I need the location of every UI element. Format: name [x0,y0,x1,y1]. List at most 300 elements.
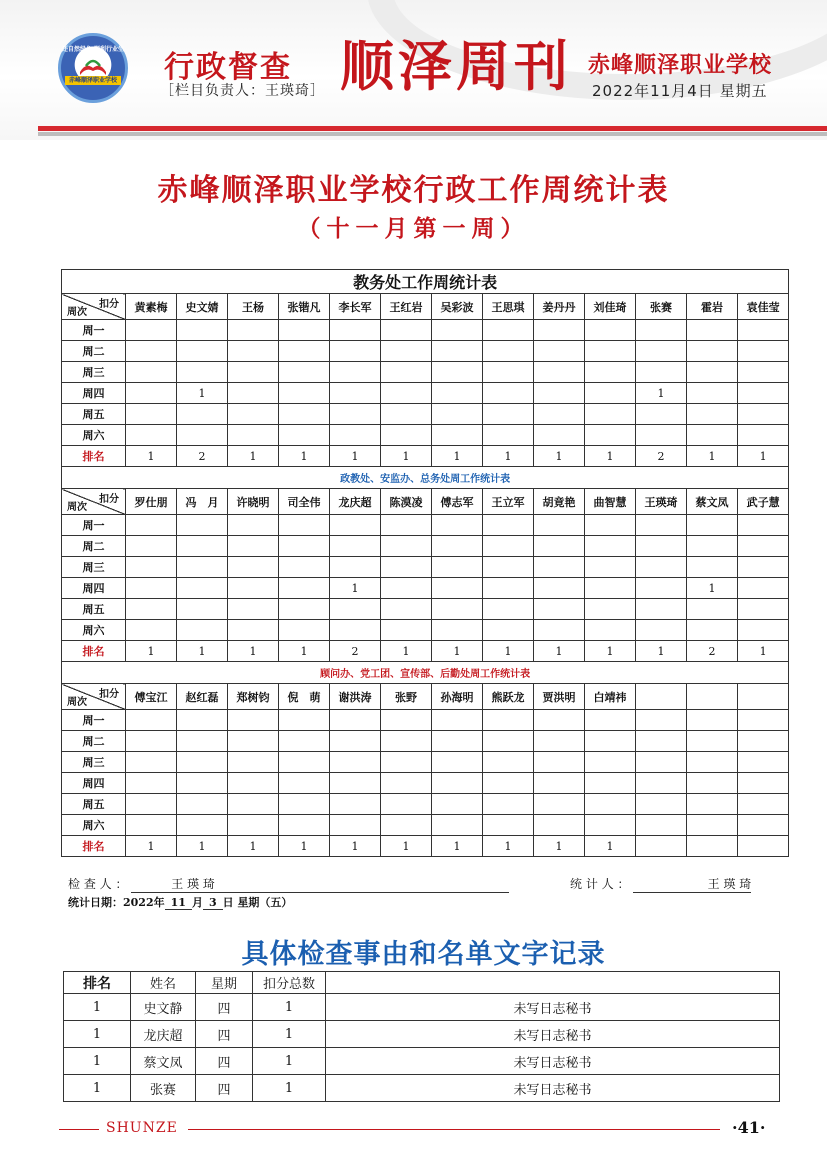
statistician-line [570,875,751,893]
deduction-cell [687,425,738,446]
deduction-cell [381,578,432,599]
record-cell: 1 [64,994,131,1021]
staff-name-cell: 龙庆超 [330,489,381,515]
corner-week-label: 周次 [67,307,87,318]
deduction-cell [381,599,432,620]
deduction-cell [636,731,687,752]
deduction-cell [381,404,432,425]
deduction-cell [228,362,279,383]
corner-week-label: 周次 [67,697,87,708]
deduction-cell [126,404,177,425]
deduction-cell: 1 [330,578,381,599]
staff-name-cell: 王红岩 [381,294,432,320]
deduction-cell [177,515,228,536]
day-row [62,752,789,773]
deduction-cell [534,710,585,731]
deduction-cell [126,536,177,557]
day-row [62,341,789,362]
rank-cell: 1 [381,641,432,662]
deduction-cell [687,383,738,404]
deduction-cell [330,731,381,752]
footer-rule-left [59,1129,99,1130]
rank-cell: 1 [585,836,636,857]
deduction-cell [534,773,585,794]
deduction-cell [228,599,279,620]
day-label-cell: 周五 [62,404,126,425]
staff-name-cell: 孙海明 [432,684,483,710]
deduction-cell [483,557,534,578]
deduction-cell [330,752,381,773]
deduction-cell [126,320,177,341]
stat-date-weekday: 星期（五） [237,896,293,909]
day-label-cell: 周三 [62,752,126,773]
deduction-cell [330,320,381,341]
day-label-cell: 周四 [62,773,126,794]
day-row [62,794,789,815]
deduction-cell [738,383,789,404]
day-row [62,536,789,557]
staff-name-cell: 张赛 [636,294,687,320]
record-cell: 1 [253,994,326,1021]
records-header-cell: 星期 [196,972,253,994]
staff-name-cell: 胡竟艳 [534,489,585,515]
deduction-cell [738,773,789,794]
day-label-cell: 周四 [62,383,126,404]
deduction-cell [126,383,177,404]
deduction-cell [636,773,687,794]
deduction-cell [177,731,228,752]
deduction-cell [483,710,534,731]
deduction-cell [228,536,279,557]
deduction-cell [483,383,534,404]
deduction-cell [585,710,636,731]
deduction-cell [636,515,687,536]
deduction-cell [636,599,687,620]
deduction-cell [483,362,534,383]
records-title: 具体检查事由和名单文字记录 [241,939,606,970]
deduction-cell [687,815,738,836]
day-label-cell: 周六 [62,425,126,446]
deduction-cell [636,425,687,446]
deduction-cell [177,404,228,425]
rank-cell: 1 [534,446,585,467]
deduction-cell [381,383,432,404]
deduction-cell [687,557,738,578]
deduction-cell [279,599,330,620]
staff-name-cell: 倪 萌 [279,684,330,710]
deduction-cell [330,557,381,578]
record-cell: 史文静 [131,994,196,1021]
deduction-cell [687,710,738,731]
deduction-cell [585,404,636,425]
deduction-cell [585,731,636,752]
deduction-cell [126,794,177,815]
day-label-cell: 周五 [62,794,126,815]
staff-name-cell: 赵红磊 [177,684,228,710]
statistician-name: 王 瑛 琦 [633,875,751,893]
deduction-cell [687,752,738,773]
corner-week-label: 周次 [67,502,87,513]
day-label-cell: 周二 [62,341,126,362]
day-label-cell: 周一 [62,320,126,341]
records-table [63,971,780,1102]
name-header-row [62,489,789,515]
deduction-cell [432,599,483,620]
deduction-cell [279,425,330,446]
deduction-cell [432,557,483,578]
deduction-cell [534,794,585,815]
rank-cell: 1 [228,641,279,662]
deduction-cell [585,752,636,773]
staff-name-cell: 黄素梅 [126,294,177,320]
deduction-cell [126,773,177,794]
school-name: 赤峰顺泽职业学校 [588,53,773,78]
deduction-cell [534,515,585,536]
rank-cell [636,836,687,857]
rank-cell: 1 [279,446,330,467]
rank-cell: 1 [483,446,534,467]
deduction-cell [738,599,789,620]
deduction-cell [483,794,534,815]
deduction-cell [585,536,636,557]
deduction-cell [585,815,636,836]
deduction-cell [687,536,738,557]
deduction-cell [432,425,483,446]
rank-cell: 1 [330,836,381,857]
deduction-cell [228,515,279,536]
deduction-cell [483,752,534,773]
deduction-cell [432,710,483,731]
deduction-cell [381,362,432,383]
record-cell: 未写日志秘书 [326,994,780,1021]
deduction-cell [177,599,228,620]
deduction-cell [738,578,789,599]
deduction-cell [381,794,432,815]
staff-name-cell: 谢洪涛 [330,684,381,710]
staff-name-cell: 贾洪明 [534,684,585,710]
staff-name-cell [687,684,738,710]
deduction-cell [279,710,330,731]
rank-cell: 1 [585,446,636,467]
rank-row [62,641,789,662]
deduction-cell: 1 [177,383,228,404]
deduction-cell [738,515,789,536]
staff-name-cell: 郑树钧 [228,684,279,710]
staff-name-cell: 司全伟 [279,489,330,515]
record-cell: 张赛 [131,1075,196,1102]
day-label-cell: 周二 [62,731,126,752]
deduction-cell [126,599,177,620]
deduction-cell [432,320,483,341]
record-cell: 未写日志秘书 [326,1048,780,1075]
records-header-cell: 姓名 [131,972,196,994]
deduction-cell [279,536,330,557]
deduction-cell [279,404,330,425]
page-title: 赤峰顺泽职业学校行政工作周统计表 [157,173,670,208]
record-cell: 1 [253,1048,326,1075]
deduction-cell [381,710,432,731]
footer-rule-right [188,1129,720,1130]
deduction-cell [636,404,687,425]
staff-name-cell [636,684,687,710]
stat-date-label: 统计日期： [68,896,123,909]
corner-deduction-label: 扣分 [99,494,119,505]
deduction-cell [534,341,585,362]
deduction-cell [381,536,432,557]
column-editor: ［栏目负责人：王瑛琦］ [160,83,325,99]
day-row [62,578,789,599]
deduction-cell [636,536,687,557]
day-label-cell: 周三 [62,557,126,578]
logo-ring-text: 还自然绿色 顺利行业生 [61,46,125,53]
record-cell: 1 [253,1075,326,1102]
record-cell: 未写日志秘书 [326,1075,780,1102]
rank-cell: 1 [228,446,279,467]
deduction-cell [585,515,636,536]
deduction-cell [279,341,330,362]
rank-cell: 2 [687,641,738,662]
deduction-cell [585,773,636,794]
deduction-cell [636,578,687,599]
logo-band-text: 赤峰顺泽职业学校 [65,76,121,85]
staff-name-cell: 张野 [381,684,432,710]
rank-cell [738,836,789,857]
deduction-cell [228,557,279,578]
deduction-cell [330,341,381,362]
record-cell: 四 [196,994,253,1021]
deduction-cell [381,731,432,752]
day-row [62,731,789,752]
deduction-cell [585,320,636,341]
deduction-cell [585,425,636,446]
deduction-cell [279,815,330,836]
deduction-cell [738,341,789,362]
issue-date: 2022年11月4日 星期五 [592,82,768,100]
deduction-cell [177,752,228,773]
deduction-cell [432,515,483,536]
deduction-cell [177,425,228,446]
statistician-label: 统 计 人 ： [570,877,630,891]
stat-date-day-unit: 日 [222,896,234,909]
record-row [64,1021,780,1048]
rank-cell: 1 [279,836,330,857]
corner-header-cell [62,489,126,515]
section-caption: 顾问办、党工团、宣传部、后勤处周工作统计表 [62,662,789,684]
deduction-cell [585,578,636,599]
deduction-cell [381,557,432,578]
deduction-cell: 1 [687,578,738,599]
record-cell: 四 [196,1048,253,1075]
deduction-cell [126,425,177,446]
deduction-cell [687,515,738,536]
deduction-cell [687,620,738,641]
deduction-cell [432,362,483,383]
deduction-cell [636,557,687,578]
staff-name-cell: 王瑛琦 [636,489,687,515]
deduction-cell [738,731,789,752]
inspector-label: 检 查 人 ： [68,877,128,891]
deduction-cell [738,710,789,731]
page-header [0,0,827,140]
deduction-cell [585,383,636,404]
header-divider-gray [38,132,827,136]
deduction-cell [228,404,279,425]
deduction-cell [126,710,177,731]
deduction-cell [483,404,534,425]
record-cell: 四 [196,1021,253,1048]
name-header-row [62,684,789,710]
corner-header-cell [62,684,126,710]
deduction-cell [738,404,789,425]
deduction-cell [177,320,228,341]
deduction-cell [177,815,228,836]
deduction-cell [330,404,381,425]
deduction-cell [228,710,279,731]
name-header-row [62,294,789,320]
header-divider-red [38,126,827,131]
column-title: 行政督查 [164,50,292,85]
staff-name-cell: 张锴凡 [279,294,330,320]
deduction-cell [534,383,585,404]
deduction-cell [228,620,279,641]
deduction-cell [483,320,534,341]
deduction-cell [687,404,738,425]
rank-row [62,836,789,857]
records-header-cell [326,972,780,994]
rank-label-cell: 排名 [62,836,126,857]
deduction-cell [738,362,789,383]
deduction-cell [585,599,636,620]
deduction-cell [585,794,636,815]
page-subtitle: （十一月第一周） [297,215,530,242]
deduction-cell [483,599,534,620]
deduction-cell [228,383,279,404]
page-number: ·41· [732,1118,766,1137]
deduction-cell [483,620,534,641]
deduction-cell [330,383,381,404]
deduction-cell: 1 [636,383,687,404]
rank-cell: 1 [432,641,483,662]
deduction-cell [126,578,177,599]
rank-cell: 1 [534,641,585,662]
deduction-cell [585,557,636,578]
deduction-cell [687,731,738,752]
stat-date-year-unit: 年 [153,896,165,909]
rank-cell: 1 [483,836,534,857]
staff-name-cell: 袁佳莹 [738,294,789,320]
deduction-cell [738,620,789,641]
deduction-cell [483,731,534,752]
day-row [62,362,789,383]
deduction-cell [381,773,432,794]
deduction-cell [483,578,534,599]
deduction-cell [279,515,330,536]
rank-cell: 1 [585,641,636,662]
deduction-cell [585,620,636,641]
day-label-cell: 周一 [62,710,126,731]
deduction-cell [381,341,432,362]
weekly-statistics-table [61,269,789,857]
deduction-cell [126,362,177,383]
deduction-cell [534,815,585,836]
deduction-cell [534,425,585,446]
deduction-cell [432,731,483,752]
deduction-cell [228,815,279,836]
deduction-cell [177,578,228,599]
deduction-cell [177,557,228,578]
inspector-name: 王 瑛 琦 [131,875,509,893]
deduction-cell [330,362,381,383]
corner-deduction-label: 扣分 [99,299,119,310]
stat-date-month-unit: 月 [191,896,203,909]
deduction-cell [381,320,432,341]
deduction-cell [432,752,483,773]
deduction-cell [330,773,381,794]
staff-name-cell: 蔡文凤 [687,489,738,515]
rank-cell: 1 [177,641,228,662]
deduction-cell [177,536,228,557]
section-caption-row [62,270,789,294]
staff-name-cell: 刘佳琦 [585,294,636,320]
rank-cell: 1 [432,836,483,857]
deduction-cell [228,773,279,794]
day-row [62,620,789,641]
deduction-cell [126,731,177,752]
deduction-cell [687,362,738,383]
deduction-cell [432,794,483,815]
day-label-cell: 周二 [62,536,126,557]
deduction-cell [177,710,228,731]
rank-row [62,446,789,467]
deduction-cell [585,362,636,383]
deduction-cell [330,620,381,641]
deduction-cell [432,536,483,557]
record-row [64,1075,780,1102]
rank-cell: 1 [738,446,789,467]
deduction-cell [228,578,279,599]
records-header-cell: 扣分总数 [253,972,326,994]
deduction-cell [483,341,534,362]
deduction-cell [534,536,585,557]
rank-cell: 1 [228,836,279,857]
deduction-cell [279,320,330,341]
rank-cell: 1 [534,836,585,857]
deduction-cell [534,404,585,425]
deduction-cell [228,341,279,362]
deduction-cell [126,815,177,836]
deduction-cell [381,425,432,446]
deduction-cell [228,425,279,446]
deduction-cell [279,383,330,404]
deduction-cell [177,620,228,641]
deduction-cell [381,515,432,536]
record-cell: 1 [64,1021,131,1048]
deduction-cell [177,362,228,383]
rank-cell: 1 [636,641,687,662]
section-caption-row [62,467,789,489]
rank-cell: 1 [126,641,177,662]
inspector-line [68,875,509,893]
deduction-cell [330,599,381,620]
record-row [64,1048,780,1075]
rank-cell: 1 [483,641,534,662]
day-row [62,404,789,425]
deduction-cell [432,404,483,425]
deduction-cell [636,341,687,362]
school-logo [58,33,128,103]
deduction-cell [279,578,330,599]
deduction-cell [126,557,177,578]
